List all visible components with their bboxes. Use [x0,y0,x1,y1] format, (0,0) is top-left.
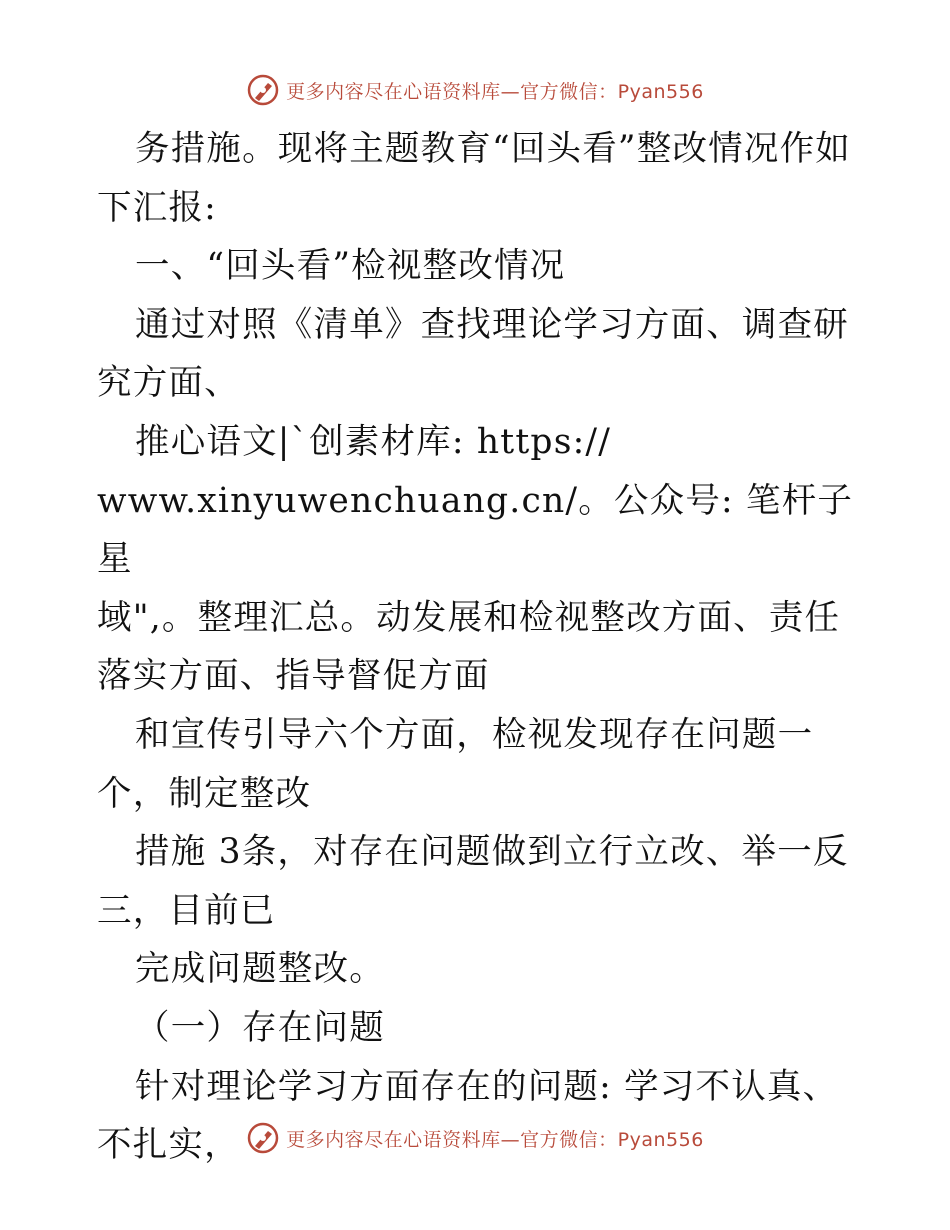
header-banner-text: 更多内容尽在心语资料库—官方微信：Pyan556 [286,80,704,103]
document-body [97,120,857,1175]
section-heading: 一、“回头看”检视整改情况 [135,246,566,287]
paragraph: 完成问题整改。 [135,949,385,990]
paragraph: www.xinyuwenchuang.cn/。公众号: 笔杆子星 [97,480,854,580]
paragraph: 和宣传引导六个方面，检视发现存在问题一个，制定整改 [97,714,814,814]
subsection-heading: （一）存在问题 [135,1007,385,1048]
footer-banner [0,1118,950,1158]
paragraph: 推心语文|`创素材库: https:// [135,421,612,462]
paragraph: 域",。整理汇总。动发展和检视整改方面、责任落实方面、指导督促方面 [97,597,841,697]
footer-banner-text: 更多内容尽在心语资料库—官方微信：Pyan556 [286,1128,704,1151]
paragraph: 针对理论学习方面存在的问题: 学习不认真、不扎实， [97,1066,839,1166]
paragraph: 务措施。现将主题教育“回头看”整改情况作如下汇报: [97,129,851,228]
paragraph: 措施 3条，对存在问题做到立行立改、举一反三，目前已 [97,832,849,931]
pen-logo-icon [246,1121,280,1155]
header-banner [0,70,950,110]
pen-logo-icon [246,73,280,107]
paragraph: 通过对照《清单》查找理论学习方面、调查研究方面、 [97,304,849,404]
